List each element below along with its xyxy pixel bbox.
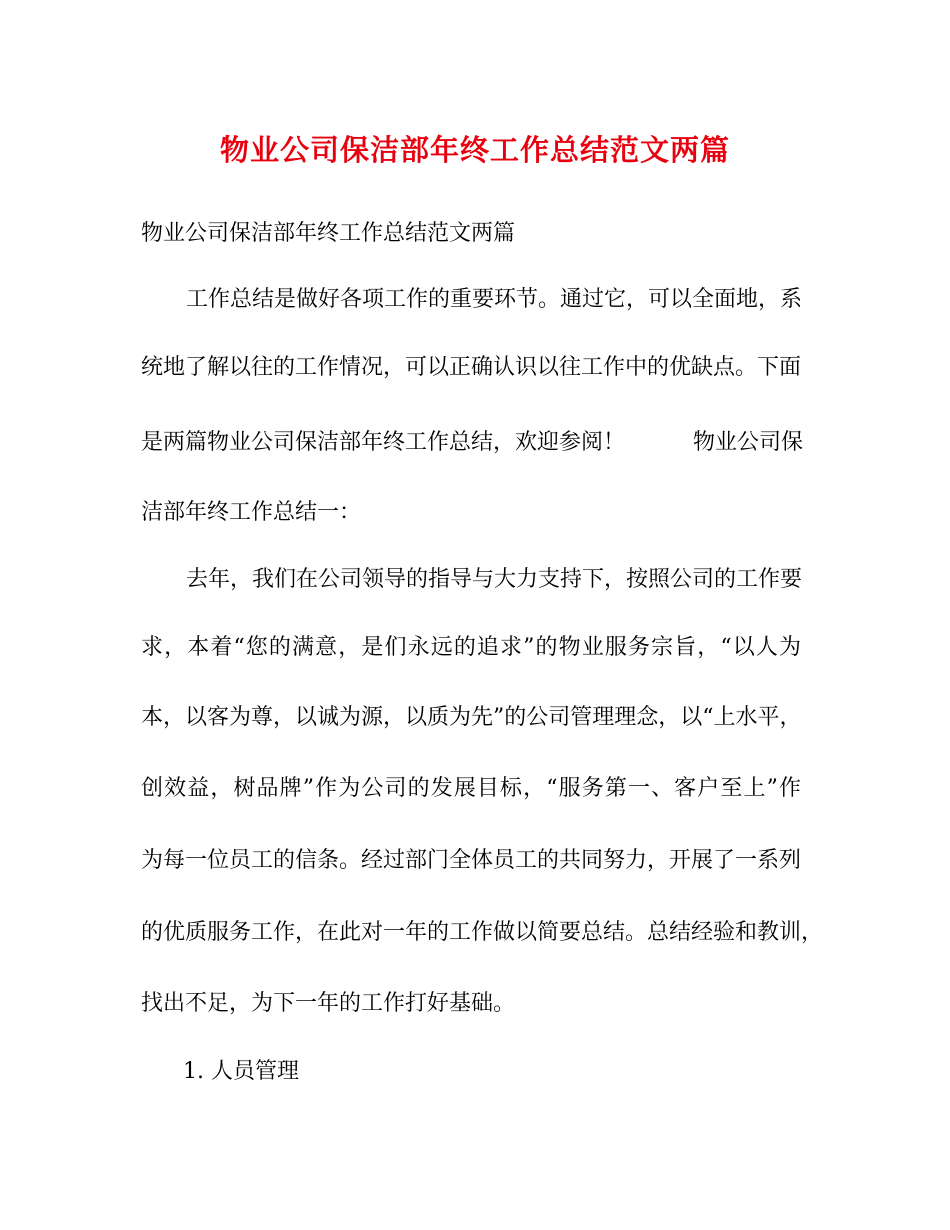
section-heading: 1. 人员管理 [183, 1059, 299, 1084]
paragraph-line: 的优质服务工作，在此对一年的工作做以简要总结。总结经验和教训， [141, 920, 824, 945]
paragraph-line: 本，以客为尊，以诚为源，以质为先”的公司管理理念，以“上水平， [141, 705, 802, 730]
paragraph-line: 洁部年终工作总结一： [141, 500, 362, 525]
paragraph-line: 去年，我们在公司领导的指导与大力支持下，按照公司的工作要 [186, 567, 803, 592]
document-subtitle: 物业公司保洁部年终工作总结范文两篇 [141, 221, 516, 246]
paragraph-line: 统地了解以往的工作情况，可以正确认识以往工作中的优缺点。下面 [141, 355, 802, 380]
paragraph-line: 工作总结是做好各项工作的重要环节。通过它，可以全面地，系 [186, 287, 803, 312]
paragraph-line: 为每一位员工的信条。经过部门全体员工的共同努力，开展了一系列 [141, 848, 802, 873]
paragraph-line: 找出不足，为下一年的工作打好基础。 [141, 991, 516, 1016]
paragraph-line: 创效益，树品牌”作为公司的发展目标，“服务第一、客户至上”作 [141, 776, 801, 801]
paragraph-line: 求，本着“您的满意，是们永远的追求”的物业服务宗旨，“以人为 [141, 635, 801, 660]
document-title: 物业公司保洁部年终工作总结范文两篇 [219, 133, 730, 167]
paragraph-line: 是两篇物业公司保洁部年终工作总结，欢迎参阅！ [141, 430, 626, 455]
paragraph-line-tail: 物业公司保 [693, 430, 804, 455]
